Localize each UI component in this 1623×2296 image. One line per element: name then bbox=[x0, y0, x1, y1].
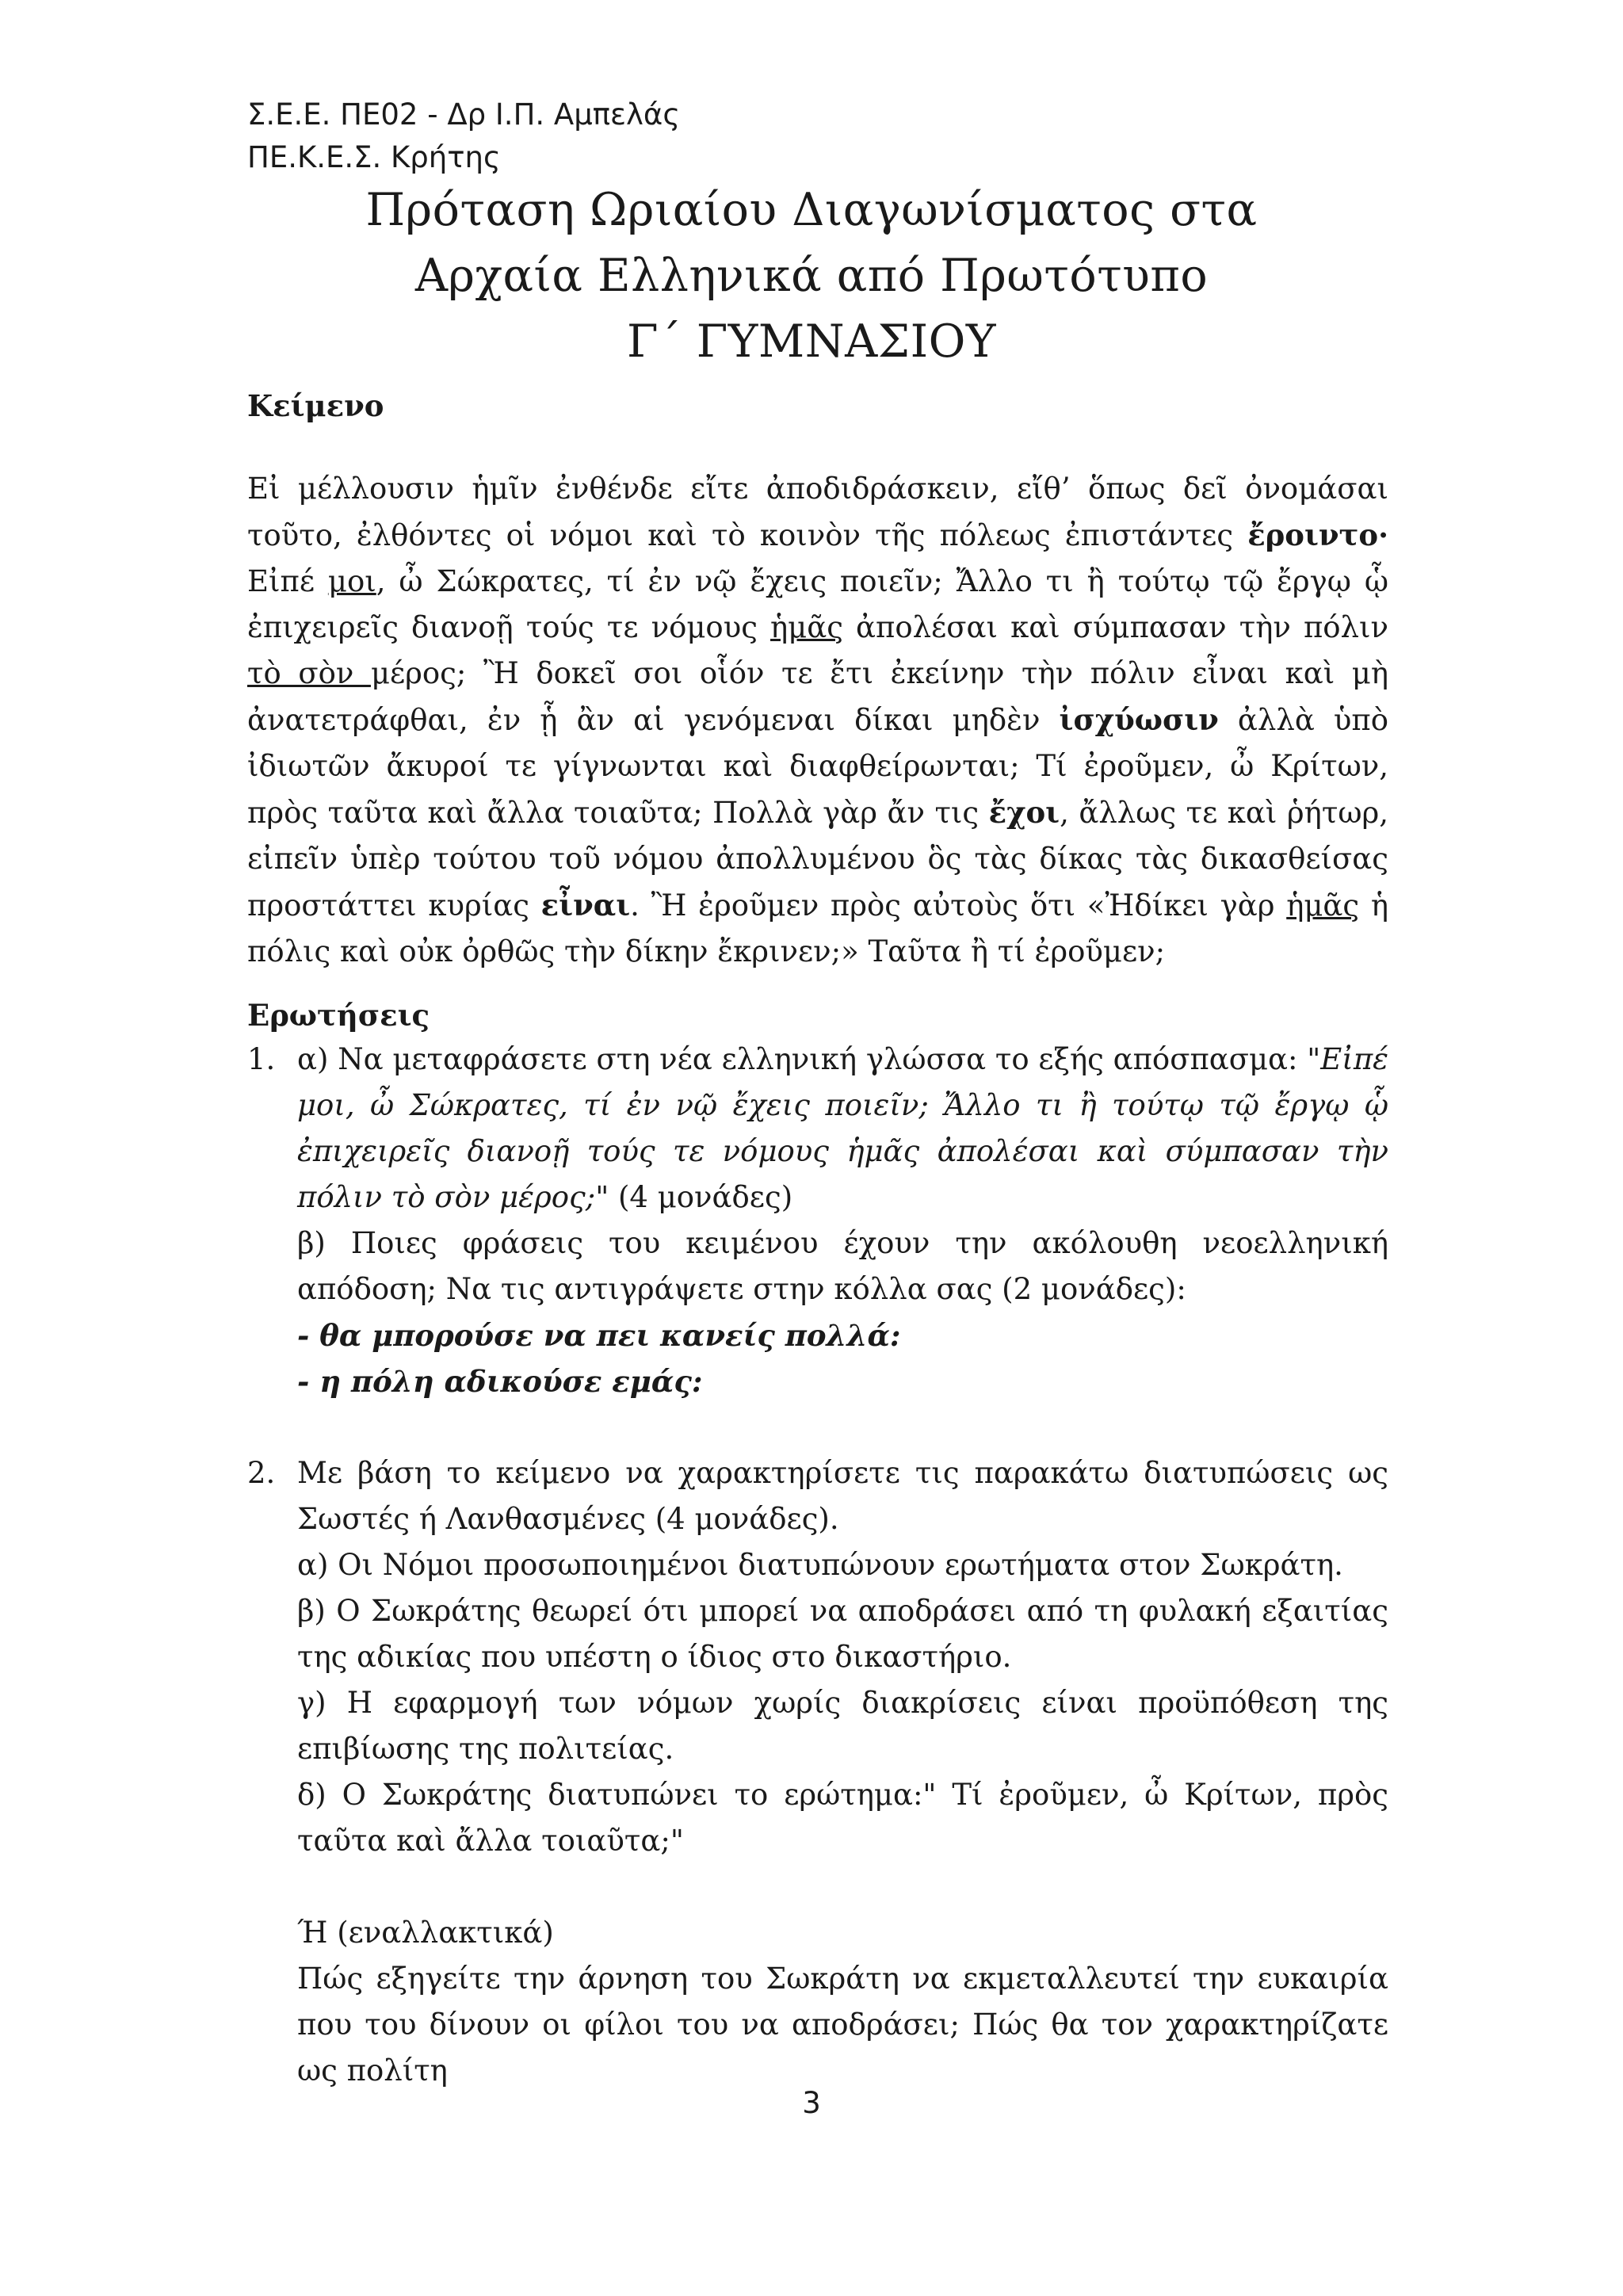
passage-text: ἡ πόλις καὶ οὐκ ὀρθῶς τὴν δίκην ἔκρινεν;» Ταῦτα ἢ τί ἐροῦμεν; bbox=[247, 888, 1388, 968]
questions-list bbox=[247, 1037, 1388, 2094]
title-line-1: Πρόταση Ωριαίου Διαγωνίσματος στα bbox=[365, 184, 1258, 236]
question-1a-points: (4 μονάδες) bbox=[609, 1180, 793, 1214]
questions-section-heading: Ερωτήσεις bbox=[247, 998, 430, 1033]
title-line-2: Αρχαία Ελληνικά από Πρωτότυπο bbox=[414, 250, 1209, 302]
question-number: 2. bbox=[247, 1456, 276, 1490]
passage-bold-word: ἔροιντο· bbox=[1247, 518, 1388, 552]
question-2c: γ) Η εφαρμογή των νόμων χωρίς διακρίσεις είναι προϋπόθεση της επιβίωσης της πολιτείας. bbox=[297, 1686, 1388, 1766]
question-2a: α) Οι Νόμοι προσωποιημένοι διατυπώνουν ερωτήματα στον Σωκράτη. bbox=[297, 1548, 1343, 1582]
passage-text: , ὦ Σώκρατες, τί ἐν νῷ ἔχεις ποιεῖν; Ἄλλο τι ἢ τούτῳ τῷ ἔργῳ ᾧ ἐπιχειρεῖς διανοῇ τούς τε νόμους bbox=[247, 564, 1389, 644]
passage-text: ἀλλὰ ὑπὸ ἰδιωτῶν ἄκυροί τε γίγνωνται καὶ διαφθείρωνται; Τί ἐροῦμεν, ὦ Κρίτων, πρὸς ταῦτα καὶ ἄλλα τοιαῦτα; Πολλὰ γὰρ ἄν τις bbox=[247, 703, 1388, 830]
passage-underlined-word: ἡμᾶς bbox=[1286, 888, 1360, 923]
passage-bold-word: ἔχοι bbox=[988, 795, 1060, 830]
question-number: 1. bbox=[247, 1042, 276, 1076]
passage-bold-word: ἰσχύωσιν bbox=[1059, 702, 1219, 737]
question-1a-prompt: α) Να μεταφράσετε στη νέα ελληνική γλώσσα το εξής απόσπασμα: " bbox=[297, 1042, 1321, 1076]
passage-underlined-word: ἡμᾶς bbox=[770, 610, 843, 644]
passage-underlined-word: μοι bbox=[327, 564, 376, 598]
passage-text: ἀπολέσαι καὶ σύμπασαν τὴν πόλιν bbox=[842, 610, 1388, 644]
page-number: 3 bbox=[802, 2086, 821, 2120]
passage-text: , ἄλλως τε καὶ ῥήτωρ, εἰπεῖν ὑπὲρ τούτου τοῦ νόμου ἀπολλυμένου ὃς τὰς δίκας τὰς δικασθείσας προστάττει κυρίας bbox=[247, 796, 1389, 923]
passage-text: Εἰ μέλλουσιν ἡμῖν ἐνθένδε εἴτε ἀποδιδράσκειν, εἴθ’ ὅπως δεῖ ὀνομάσαι τοῦτο, ἐλθόντες οἱ νόμοι καὶ τὸ κοινὸν τῆς πόλεως ἐπιστάντες bbox=[247, 472, 1388, 552]
document-title bbox=[247, 178, 1376, 375]
passage-text: μέρος; Ἢ δοκεῖ σοι οἷόν τε ἔτι ἐκείνην τὴν πόλιν εἶναι καὶ μὴ ἀνατετράφθαι, ἐν ᾗ ἂν αἱ γενόμεναι δίκαι μηδὲν bbox=[247, 656, 1389, 737]
question-1 bbox=[247, 1037, 1388, 1404]
header-line-organization: ΠΕ.Κ.Ε.Σ. Κρήτης bbox=[247, 140, 501, 174]
question-1b-phrase-1: - θα μπορούσε να πει κανείς πολλά: bbox=[297, 1318, 901, 1353]
passage-text: Εἰπέ bbox=[247, 564, 328, 598]
question-2-alternative-label: Ή (εναλλακτικά) bbox=[297, 1916, 554, 1950]
question-2 bbox=[247, 1450, 1388, 2094]
question-1b: β) Ποιες φράσεις του κειμένου έχουν την ακόλουθη νεοελληνική απόδοση; Να τις αντιγράψετε στην κόλλα σας (2 μονάδες): bbox=[297, 1226, 1388, 1306]
question-1b-phrase-2: - η πόλη αδικούσε εμάς: bbox=[297, 1364, 703, 1399]
question-2d: δ) Ο Σωκράτης διατυπώνει το ερώτημα:" Τί ἐροῦμεν, ὦ Κρίτων, πρὸς ταῦτα καὶ ἄλλα τοιαῦτα;" bbox=[297, 1778, 1388, 1858]
question-2-intro: Με βάση το κείμενο να χαρακτηρίσετε τις παρακάτω διατυπώσεις ως Σωστές ή Λανθασμένες (4 μονάδες). bbox=[297, 1456, 1388, 1536]
question-2b: β) Ο Σωκράτης θεωρεί ότι μπορεί να αποδράσει από τη φυλακή εξαιτίας της αδικίας που υπέστη ο ίδιος στο δικαστήριο. bbox=[297, 1594, 1388, 1674]
passage-underlined-word: τὸ σὸν bbox=[247, 656, 371, 690]
text-section-heading: Κείμενο bbox=[247, 388, 384, 423]
page-header bbox=[247, 94, 680, 179]
question-spacer bbox=[297, 1864, 1388, 1910]
header-line-author: Σ.Ε.Ε. ΠΕ02 - Δρ Ι.Π. Αμπελάς bbox=[247, 97, 681, 132]
passage-bold-word: εἶναι bbox=[540, 888, 631, 923]
question-1a bbox=[297, 1037, 1388, 1221]
title-line-3: Γ΄ ΓΥΜΝΑΣΙΟΥ bbox=[627, 315, 996, 368]
question-1a-quote: Εἰπέ μοι, ὦ Σώκρατες, τί ἐν νῷ ἔχεις ποιεῖν; Ἄλλο τι ἢ τούτῳ τῷ ἔργῳ ᾧ ἐπιχειρεῖς διανοῇ τούς τε νόμους ἡμᾶς ἀπολέσαι καὶ σύμπασαν τὴν πόλιν τὸ σὸν μέρος;" bbox=[297, 1042, 1388, 1214]
question-2-alternative-text: Πώς εξηγείτε την άρνηση του Σωκράτη να εκμεταλλευτεί την ευκαιρία που του δίνουν οι φίλοι του να αποδράσει; Πώς θα τον χαρακτηρίζατε ως πολίτη bbox=[297, 1962, 1388, 2088]
passage-text: . Ἢ ἐροῦμεν πρὸς αὐτοὺς ὅτι «Ἠδίκει γὰρ bbox=[630, 888, 1287, 923]
ancient-text-passage bbox=[247, 466, 1388, 975]
question-spacer bbox=[247, 1404, 1388, 1450]
